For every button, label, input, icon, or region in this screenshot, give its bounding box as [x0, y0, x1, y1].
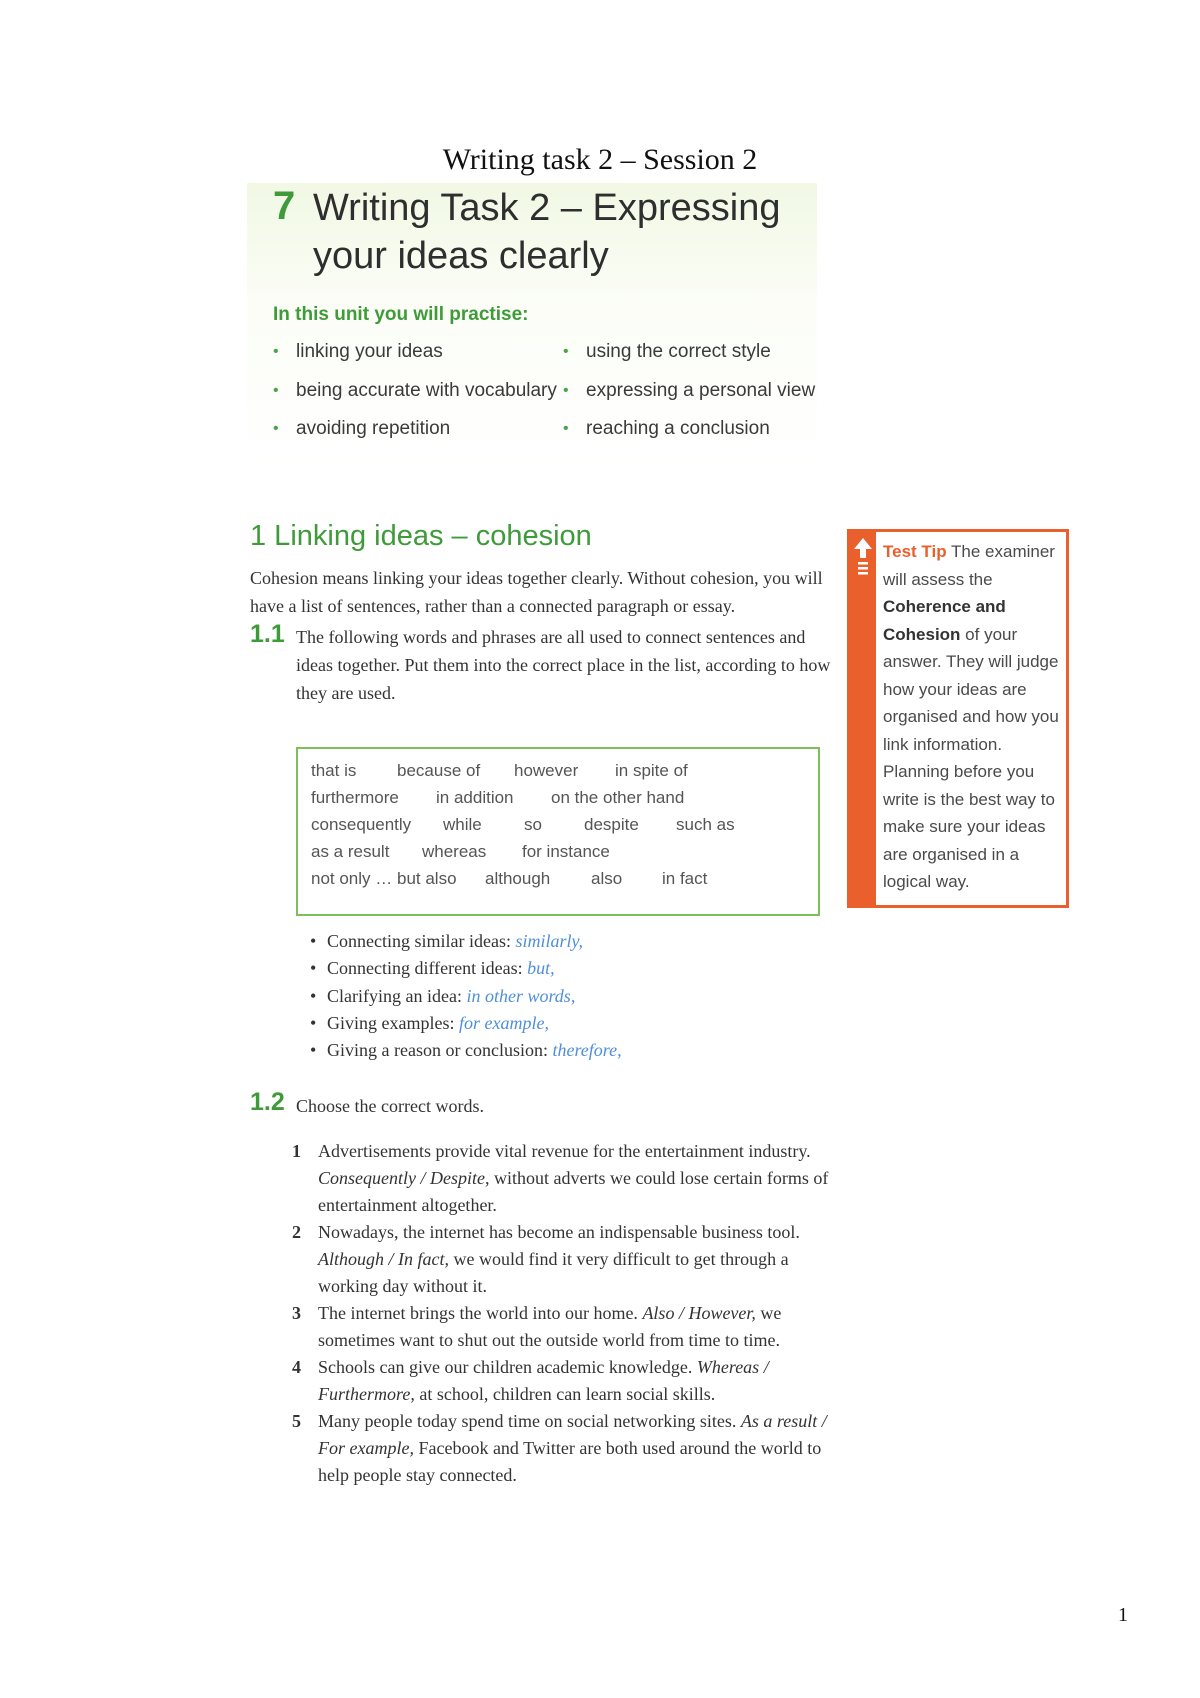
- exercise-number: 1.2: [250, 1088, 285, 1116]
- box-word: not only … but also: [311, 869, 457, 888]
- box-word: in spite of: [615, 761, 688, 780]
- question-item: 4 Schools can give our children academic knowledge. Whereas / Furthermore, at school, children can learn social skills.: [292, 1357, 769, 1404]
- category-item: • Clarifying an idea: in other words,: [310, 983, 622, 1010]
- textbook-scan: [195, 180, 1125, 1492]
- practise-item: • using the correct style: [563, 338, 815, 377]
- box-word: furthermore: [311, 788, 399, 807]
- category-item: • Giving a reason or conclusion: therefore,: [310, 1037, 622, 1064]
- unit-number: 7: [273, 184, 296, 228]
- box-word: such as: [676, 815, 735, 834]
- page-number: 1: [1118, 1604, 1128, 1626]
- handwritten-answer: for example,: [458, 1012, 549, 1033]
- test-tip-box: [847, 529, 1069, 908]
- question-list: [292, 1138, 852, 1489]
- document-title: Writing task 2 – Session 2: [442, 143, 758, 176]
- category-item: • Giving examples: for example,: [310, 1010, 622, 1037]
- box-word: that is: [311, 761, 357, 780]
- category-item: • Connecting different ideas: but,: [310, 955, 622, 982]
- box-word: consequently: [311, 815, 412, 834]
- category-item: • Connecting similar ideas: similarly,: [310, 928, 622, 955]
- section-intro: Cohesion means linking your ideas together clearly. Without cohesion, you will have a list of sentences, rather than a connected paragraph or essay.: [250, 568, 823, 616]
- test-tip-label: Test Tip: [883, 542, 947, 561]
- practise-item: • linking your ideas: [273, 338, 557, 377]
- test-tip-bar: [850, 532, 876, 905]
- unit-title: Writing Task 2 – Expressing your ideas clearly: [313, 187, 781, 277]
- practise-item: • avoiding repetition: [273, 415, 557, 454]
- section-heading: 1 Linking ideas – cohesion: [250, 520, 592, 552]
- question-item: 1 Advertisements provide vital revenue for the entertainment industry. Consequently / Despite, without adverts we could lose certain forms of entertainment altogether.: [292, 1141, 829, 1215]
- practise-item: • expressing a personal view: [563, 377, 815, 416]
- practise-heading: In this unit you will practise:: [273, 304, 529, 325]
- box-word: however: [514, 761, 579, 780]
- box-word: although: [485, 869, 551, 888]
- question-item: 5 Many people today spend time on social networking sites. As a result / For example, Facebook and Twitter are both used around the world to help people stay connected.: [292, 1411, 827, 1485]
- test-tip-text: Test Tip The examiner will assess the Coherence and Cohesion of your answer. They will judge how your ideas are organised and how you link information. Planning before you write is the best way to make sure your ideas are organised in a logical way.: [883, 542, 1059, 891]
- box-word: because of: [397, 761, 481, 780]
- exercise-instruction: Choose the correct words.: [296, 1096, 484, 1116]
- practise-item: • being accurate with vocabulary: [273, 377, 557, 416]
- box-word: for instance: [522, 842, 610, 861]
- box-word: also: [591, 869, 623, 888]
- box-word: as a result: [311, 842, 390, 861]
- handwritten-answer: similarly,: [515, 931, 583, 951]
- exercise-number: 1.1: [250, 620, 285, 648]
- handwritten-answer: but,: [527, 958, 555, 979]
- box-word: in fact: [662, 869, 708, 888]
- handwritten-answer: in other words,: [466, 985, 576, 1006]
- question-item: 2 Nowadays, the internet has become an indispensable business tool. Although / In fact, we would find it very difficult to get through a working day without it.: [292, 1222, 800, 1296]
- practise-list-left: [273, 338, 557, 454]
- category-list: [310, 928, 622, 1064]
- handwritten-answer: therefore,: [552, 1040, 622, 1061]
- box-word: on the other hand: [551, 788, 685, 807]
- practise-list-right: [563, 338, 815, 454]
- word-box: [296, 747, 820, 916]
- box-word: while: [443, 815, 482, 834]
- box-word: in addition: [436, 788, 514, 807]
- box-word: whereas: [422, 842, 487, 861]
- box-word: despite: [584, 815, 639, 834]
- question-item: 3 The internet brings the world into our home. Also / However, we sometimes want to shut out the outside world from time to time.: [292, 1303, 782, 1350]
- box-word: so: [524, 815, 542, 834]
- exercise-instruction: The following words and phrases are all used to connect sentences and ideas together. Put them into the correct place in the list, according to how they are used.: [296, 627, 831, 703]
- arrow-up-icon: [853, 536, 873, 580]
- practise-item: • reaching a conclusion: [563, 415, 815, 454]
